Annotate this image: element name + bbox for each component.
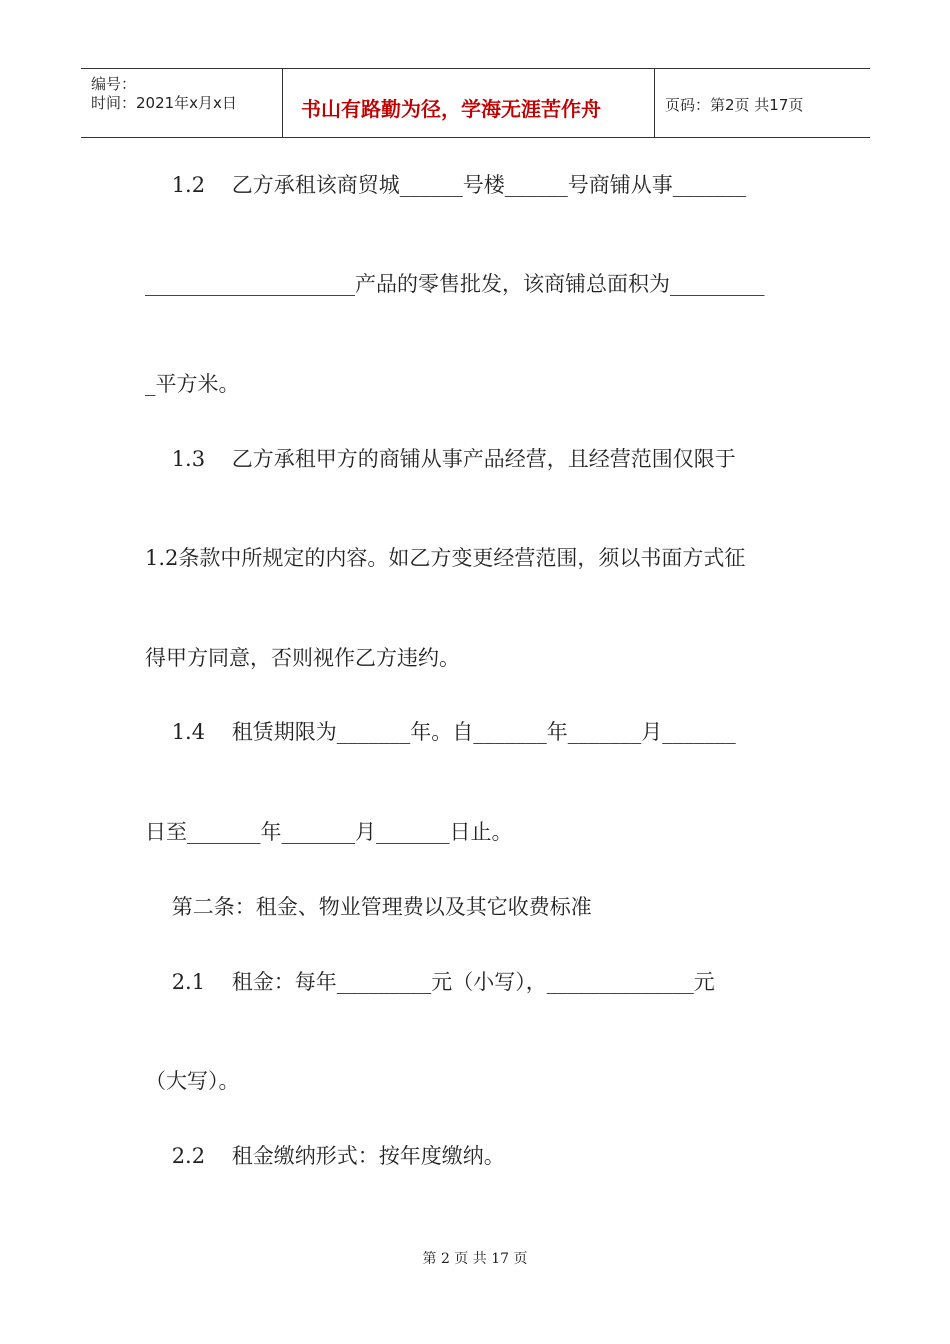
time-label: 时间：2021年x月x日 bbox=[91, 94, 237, 112]
body-line: （大写）。 bbox=[145, 1069, 240, 1093]
section-heading: 第二条：租金、物业管理费以及其它收费标准 bbox=[145, 895, 592, 919]
body-line: 1.3 乙方承租甲方的商铺从事产品经营，且经营范围仅限于 bbox=[145, 447, 736, 471]
header-meta bbox=[81, 69, 283, 137]
body-line: 1.2 乙方承租该商贸城______号楼______号商铺从事_______ bbox=[145, 173, 747, 197]
header-motto-cell bbox=[283, 69, 655, 137]
page-header bbox=[81, 68, 870, 138]
motto: 书山有路勤为径，学海无涯苦作舟 bbox=[301, 97, 601, 121]
page-footer: 第 2 页 共 17 页 bbox=[422, 1251, 528, 1267]
body-line: 日至_______年_______月_______日止。 bbox=[145, 820, 513, 844]
body-line: _平方米。 bbox=[145, 372, 240, 396]
number-label: 编号： bbox=[91, 75, 137, 93]
body-line: 1.2条款中所规定的内容。如乙方变更经营范围，须以书面方式征 bbox=[145, 546, 746, 570]
body-line: 2.2 租金缴纳形式：按年度缴纳。 bbox=[145, 1144, 505, 1168]
body-line: ____________________产品的零售批发，该商铺总面积为_________ bbox=[145, 272, 765, 296]
body-line: 1.4 租赁期限为_______年。自_______年_______月_______ bbox=[145, 720, 736, 744]
header-page-info: 页码：第2页 共17页 bbox=[665, 96, 804, 114]
body-line: 得甲方同意，否则视作乙方违约。 bbox=[145, 646, 460, 670]
body-line: 2.1 租金：每年_________元（小写），______________元 bbox=[145, 970, 715, 994]
header-page-cell bbox=[655, 69, 870, 137]
